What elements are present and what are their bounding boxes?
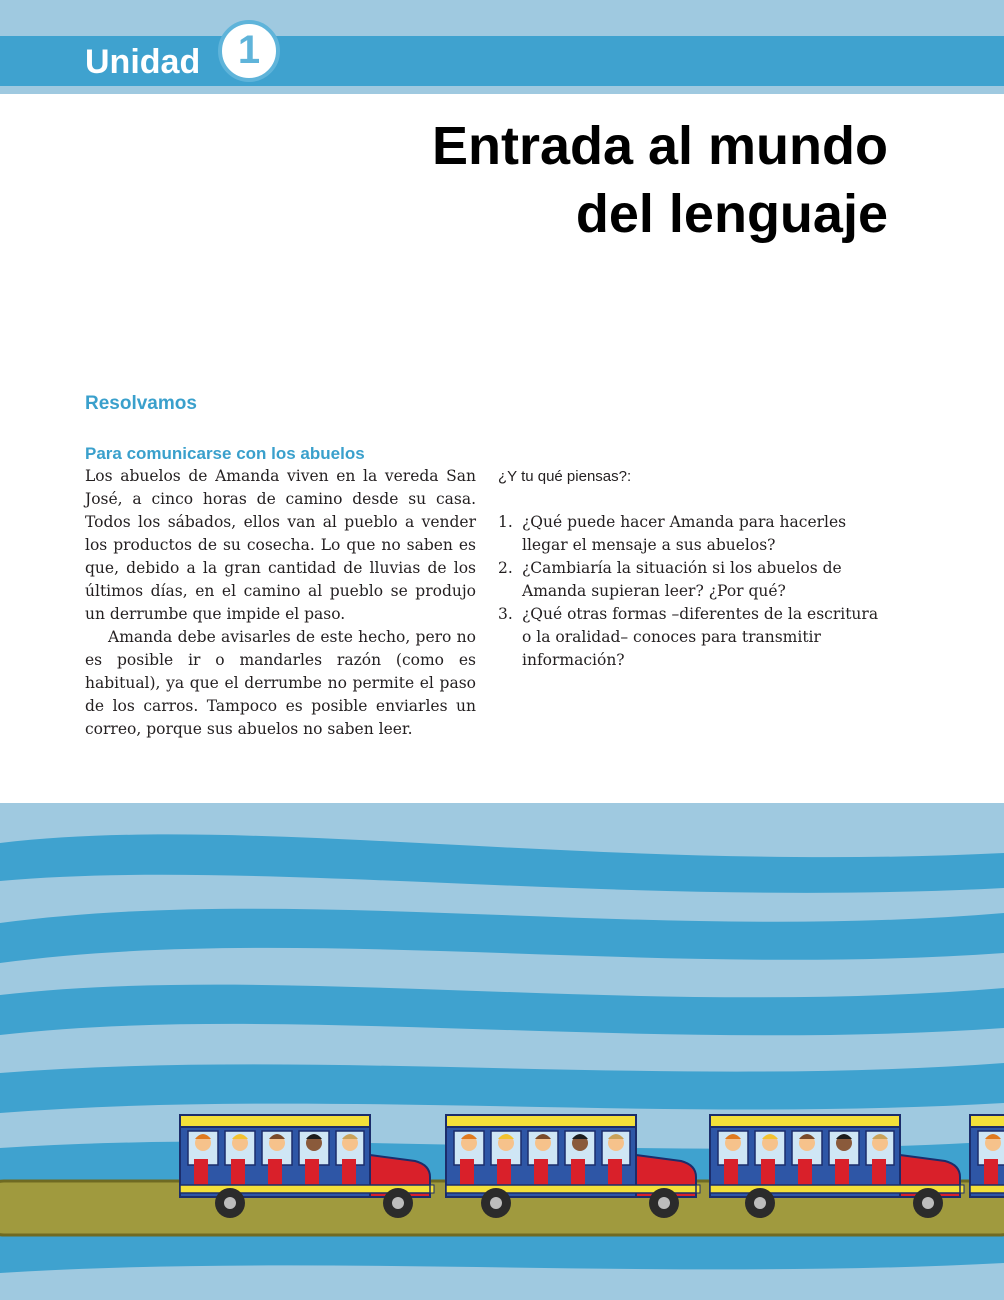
question-text: ¿Cambiaría la situación si los abuelos de Amanda supieran leer? ¿Por qué?: [522, 559, 842, 600]
reading-paragraph-1: Los abuelos de Amanda viven en la vereda San José, a cinco horas de camino desde su casa. Todos los sábados, ellos van al pueblo a vender los productos de su cosecha. Lo que no saben es que, debido a la gran cantidad de lluvias de los últimos días, en el camino al pueblo se produjo un derrumbe que impide el paso.: [85, 467, 476, 623]
page-title-line1: Entrada al mundo: [431, 116, 888, 176]
unit-band-stripe: [0, 86, 1004, 94]
question-item: [498, 603, 890, 672]
page-title: [432, 112, 888, 248]
reading-paragraph-2: Amanda debe avisarles de este hecho, pero no es posible ir o mandarles razón (como es habitual), ya que el derrumbe no permite el paso de los carros. Tampoco es posible enviarles un correo, porque sus abuelos no saben leer.: [85, 628, 476, 738]
questions-column: [498, 465, 890, 672]
question-number: 3.: [498, 605, 513, 623]
unit-number-badge: 1: [218, 20, 280, 82]
unit-label: Unidad: [85, 43, 201, 81]
reading-body: [85, 465, 476, 741]
page-title-line2: del lenguaje: [575, 184, 888, 244]
questions-lead: ¿Y tu qué piensas?:: [498, 468, 632, 485]
reading-column: [85, 442, 476, 741]
question-number: 2.: [498, 559, 513, 577]
questions-list: [498, 511, 890, 672]
question-item: [498, 557, 890, 603]
bus-road-illustration: [0, 803, 1004, 1300]
question-item: [498, 511, 890, 557]
reading-subtitle: Para comunicarse con los abuelos: [85, 444, 365, 463]
header-top-band: [0, 0, 1004, 36]
section-heading: Resolvamos: [85, 393, 197, 414]
question-text: ¿Qué puede hacer Amanda para hacerles llegar el mensaje a sus abuelos?: [522, 513, 847, 554]
question-number: 1.: [498, 513, 513, 531]
question-text: ¿Qué otras formas –diferentes de la escritura o la oralidad– conoces para transmitir información?: [522, 605, 879, 669]
